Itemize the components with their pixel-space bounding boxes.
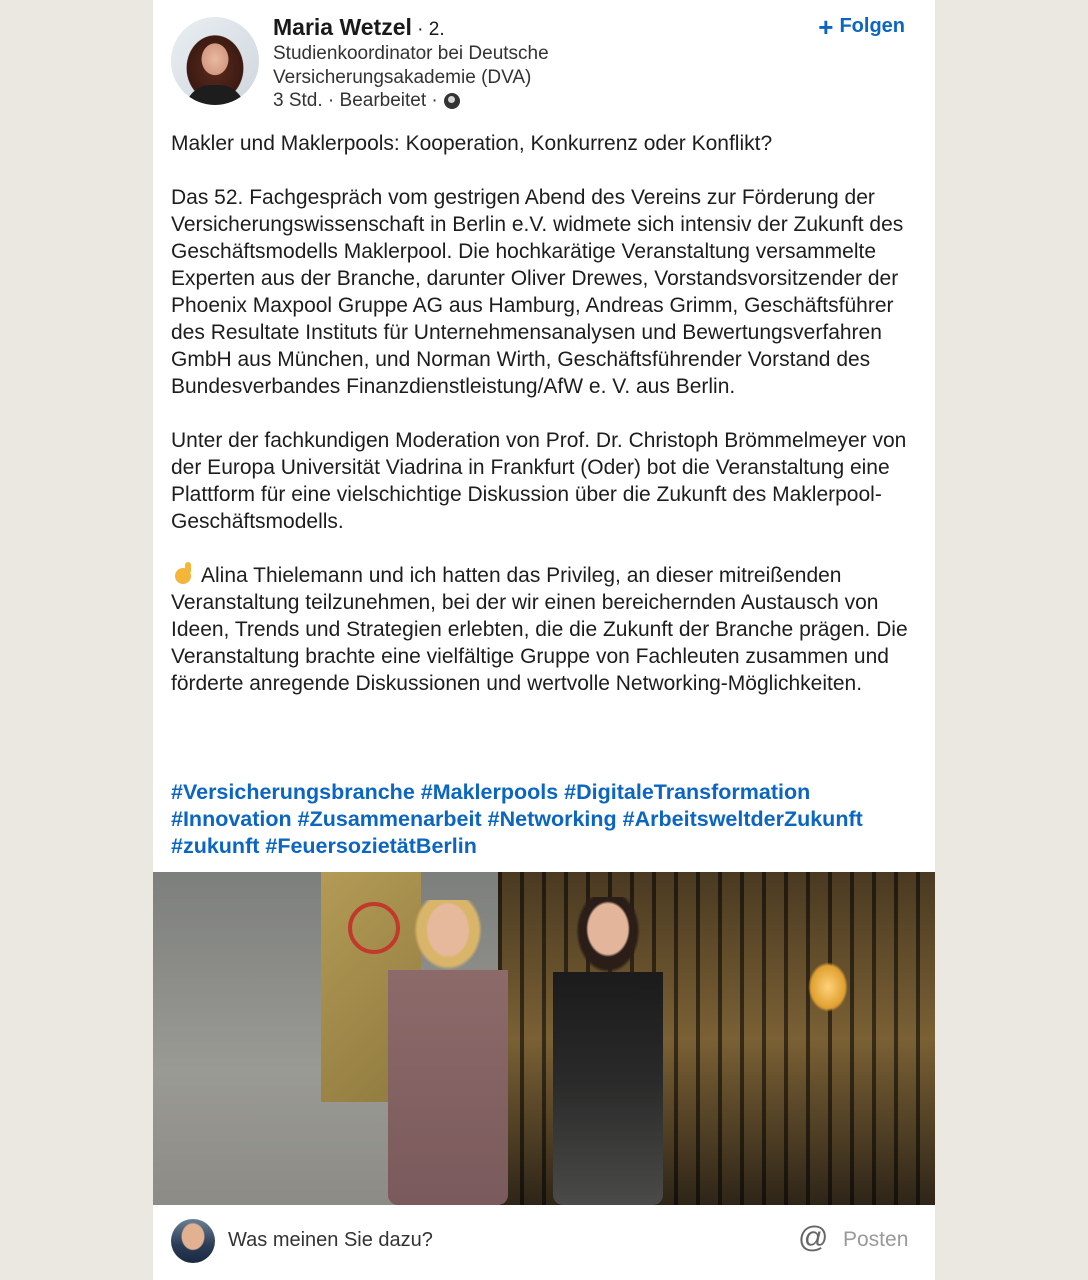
post-meta [273, 90, 460, 112]
post-card [153, 0, 935, 1280]
mention-at-icon[interactable]: @ [798, 1221, 829, 1254]
comment-input[interactable]: Was meinen Sie dazu? [228, 1229, 433, 1251]
hashtag-link[interactable]: #Versicherungsbranche [171, 780, 415, 804]
hashtag-link[interactable]: #zukunft [171, 834, 260, 858]
hashtag-link[interactable]: #FeuersozietätBerlin [265, 834, 477, 858]
post-paragraph-with-emoji [171, 562, 921, 697]
post-meta-text: 3 Std. · Bearbeitet · [273, 90, 438, 111]
hashtag-link[interactable]: #Zusammenarbeit [297, 807, 482, 831]
post-paragraph: Makler und Maklerpools: Kooperation, Konkurrenz oder Konflikt? [171, 132, 773, 155]
viewer-avatar [171, 1219, 215, 1263]
follow-label: Folgen [839, 15, 905, 37]
post-comment-button[interactable]: Posten [843, 1228, 909, 1251]
hashtag-link[interactable]: #DigitaleTransformation [564, 780, 811, 804]
author-avatar[interactable] [171, 17, 259, 105]
post-paragraph: Alina Thielemann und ich hatten das Privileg, an dieser mitreißenden Veranstaltung teilzunehmen, bei der wir einen bereichernden Austausch von Ideen, Trends und Strategien erlebten, die die Zukunft der Branche prägen. Die Veranstaltung brachte eine vielfältige Gruppe von Fachleuten zusammen und förderte anregende Diskussionen und wertvolle Networking-Möglichkeiten. [171, 564, 908, 695]
photo-lamp [808, 962, 848, 1012]
follow-button[interactable] [818, 11, 905, 42]
author-name[interactable]: Maria Wetzel [273, 14, 412, 40]
hashtag-link[interactable]: #ArbeitsweltderZukunft [622, 807, 863, 831]
post-photo[interactable] [153, 872, 935, 1205]
photo-person-left [388, 900, 508, 1205]
hashtag-link[interactable]: #Innovation [171, 807, 292, 831]
plus-icon: + [818, 11, 834, 42]
avatar-shirt [185, 85, 245, 105]
photo-person-right [553, 897, 663, 1205]
hashtag-list [171, 779, 931, 860]
hashtag-link[interactable]: #Maklerpools [420, 780, 559, 804]
person-raising-hand-emoji-icon [171, 562, 195, 586]
post-body [171, 130, 921, 724]
post-paragraph: Unter der fachkundigen Moderation von Prof. Dr. Christoph Brömmelmeyer von der Europa Universität Viadrina in Frankfurt (Oder) bot die Veranstaltung eine Plattform für eine vielschichtige Diskussion über die Zukunft des Maklerpool-Geschäftsmodells. [171, 429, 907, 533]
author-name-row [273, 14, 445, 41]
post-paragraph: Das 52. Fachgespräch vom gestrigen Abend des Vereins zur Förderung der Versicherungswissenschaft in Berlin e.V. widmete sich intensiv der Zukunft des Geschäftsmodells Maklerpool. Die hochkarätige Veranstaltung versammelte Experten aus der Branche, darunter Oliver Drewes, Vorstandsvorsitzender der Phoenix Maxpool Gruppe AG aus Hamburg, Andreas Grimm, Geschäftsführer des Resultate Instituts für Unternehmensanalysen und Bewertungsverfahren GmbH aus München, und Norman Wirth, Geschäftsführender Vorstand des Bundesverbandes Finanzdienstleistung/AfW e. V. aus Berlin. [171, 186, 904, 398]
hashtag-link[interactable]: #Networking [487, 807, 617, 831]
connection-degree: · 2. [411, 19, 445, 40]
author-headline: Studienkoordinator bei Deutsche Versicherungsakademie (DVA) [273, 43, 549, 88]
globe-icon [444, 93, 460, 109]
comment-bar [153, 1205, 935, 1280]
